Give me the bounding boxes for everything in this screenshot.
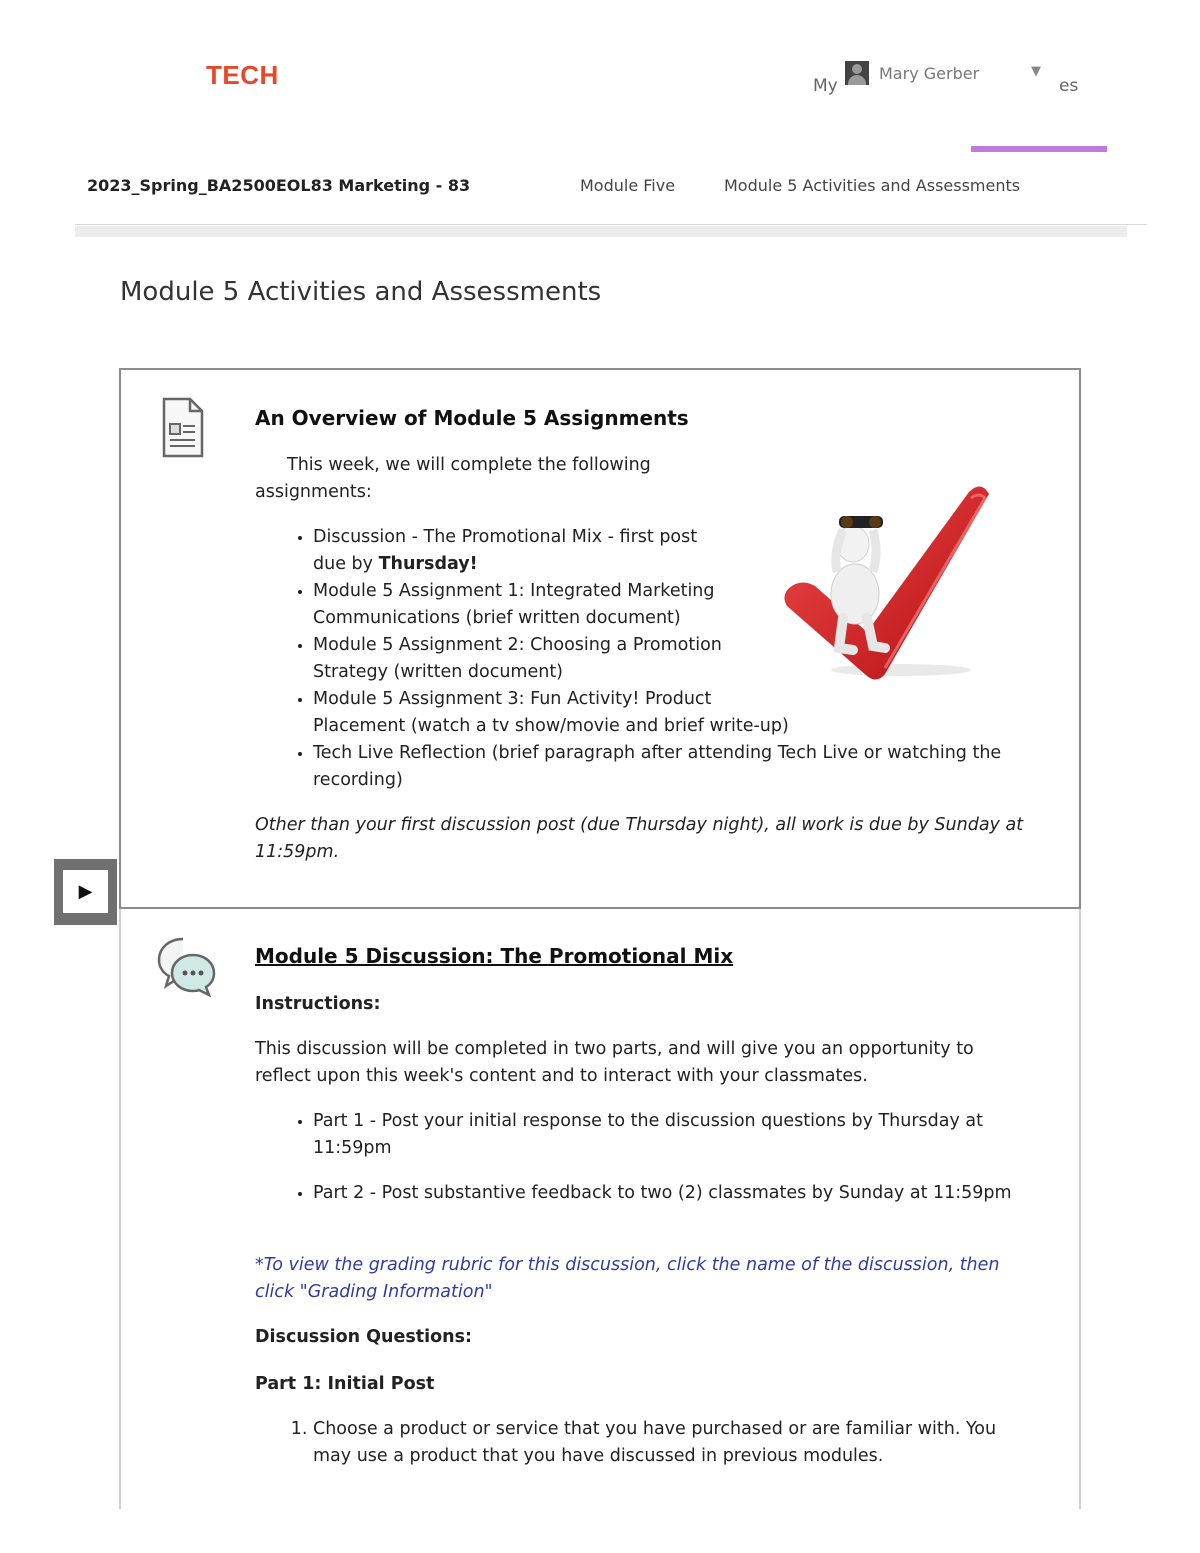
user-menu[interactable]: [845, 61, 987, 85]
breadcrumb-course[interactable]: 2023_Spring_BA2500EOL83 Marketing - 83: [87, 176, 471, 195]
instructions-label: Instructions:: [255, 994, 381, 1014]
content-item-overview: [119, 368, 1081, 909]
questions-list: [255, 1416, 1025, 1470]
play-icon: ▶: [63, 870, 108, 913]
intro-line1: This week, we will complete the following: [287, 455, 651, 475]
breadcrumb-module-five[interactable]: Module Five: [580, 176, 676, 195]
list-item: • Module 5 Assignment 2: Choosing a Promotion Strategy (written document): [313, 632, 1025, 686]
breadcrumb: [0, 176, 1200, 202]
tech-logo[interactable]: TECH: [206, 60, 279, 90]
document-icon: [157, 396, 207, 464]
part1-label: Part 1: Initial Post: [255, 1374, 435, 1394]
page-title: Module 5 Activities and Assessments: [120, 277, 602, 307]
list-item: • Discussion - The Promotional Mix - first post due by Thursday!: [313, 524, 1025, 578]
list-item: 1. Choose a product or service that you have purchased or are familiar with. You may use a product that you have discussed in previous modules.: [313, 1416, 1025, 1470]
discussion-body: [255, 991, 1025, 1470]
overview-title: An Overview of Module 5 Assignments: [255, 406, 689, 430]
chat-bubbles-icon: [157, 933, 217, 1001]
list-item: • Tech Live Reflection (brief paragraph after attending Tech Live or watching the recording): [313, 740, 1025, 794]
divider-bar: [75, 226, 1127, 237]
parts-list: [255, 1108, 1025, 1207]
breadcrumb-activities: Module 5 Activities and Assessments: [724, 176, 1021, 195]
nav-courses[interactable]: es: [1059, 76, 1079, 96]
nav-my-institution[interactable]: My: [813, 76, 838, 96]
list-item: • Part 1 - Post your initial response to the discussion questions by Thursday at 11:59pm: [313, 1108, 1025, 1162]
questions-label: Discussion Questions:: [255, 1327, 473, 1347]
discussion-intro: This discussion will be completed in two parts, and will give you an opportunity to reflect upon this week's content and to interact with your classmates.: [255, 1039, 974, 1086]
chevron-down-icon[interactable]: ▼: [1031, 64, 1041, 79]
active-tab-indicator: [971, 146, 1107, 152]
list-item: • Module 5 Assignment 1: Integrated Marketing Communications (brief written document): [313, 578, 1025, 632]
avatar: [845, 61, 869, 85]
binoculars-checkmark-image: [781, 482, 1001, 682]
play-button[interactable]: [54, 859, 117, 925]
list-item: • Part 2 - Post substantive feedback to two (2) classmates by Sunday at 11:59pm: [313, 1180, 1025, 1207]
list-item: • Module 5 Assignment 3: Fun Activity! Product Placement (watch a tv show/movie and brief write-up): [313, 686, 1025, 740]
intro-line2: assignments:: [255, 482, 372, 502]
content-item-discussion: [119, 909, 1081, 1509]
divider: [75, 224, 1147, 225]
due-note: Other than your first discussion post (due Thursday night), all work is due by Sunday at 11:59pm.: [255, 815, 1024, 862]
rubric-note: *To view the grading rubric for this discussion, click the name of the discussion, then click "Grading Information": [255, 1255, 1000, 1302]
user-name: Mary Gerber: [879, 63, 980, 83]
discussion-title-link[interactable]: Module 5 Discussion: The Promotional Mix: [255, 944, 734, 968]
